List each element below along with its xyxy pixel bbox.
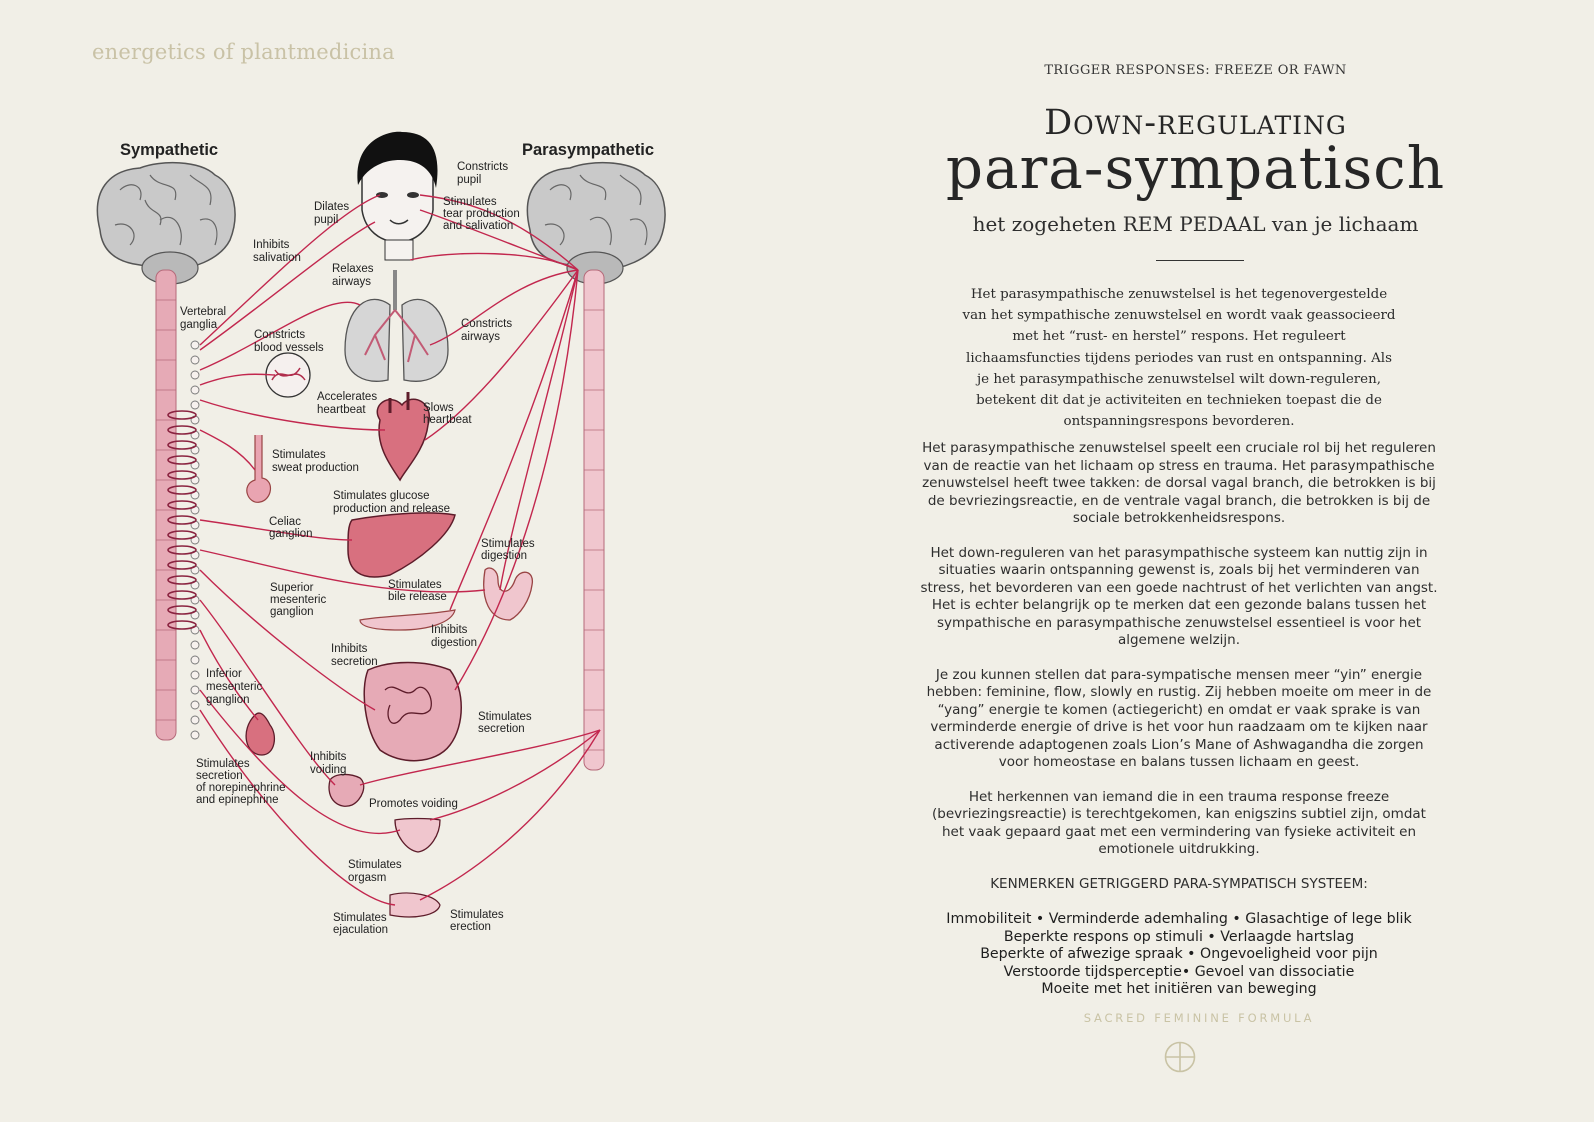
svg-text:salivation: salivation	[253, 252, 301, 264]
svg-text:Dilates: Dilates	[314, 201, 350, 213]
kenmerken-item: Moeite met het initiëren van beweging	[1041, 981, 1317, 998]
bladder-icon	[329, 774, 364, 806]
svg-text:and salivation: and salivation	[443, 220, 514, 232]
constricts-pupil-label	[457, 161, 508, 186]
svg-text:erection: erection	[450, 921, 491, 933]
stimulates-ejaculation-label	[333, 912, 388, 936]
intestines-icon	[364, 663, 461, 761]
circle-cross-logo-icon	[1163, 1040, 1197, 1074]
inhibits-secretion-label	[331, 643, 378, 668]
svg-text:Relaxes: Relaxes	[332, 263, 374, 275]
svg-text:ganglion: ganglion	[269, 528, 313, 540]
svg-text:digestion: digestion	[431, 637, 478, 649]
svg-text:Constricts: Constricts	[254, 329, 306, 341]
svg-text:secretion: secretion	[478, 723, 525, 735]
accelerates-heartbeat-label	[317, 391, 377, 416]
parasympathetic-heading: Parasympathetic	[522, 141, 655, 159]
svg-text:Constricts: Constricts	[457, 161, 509, 173]
svg-text:Stimulates: Stimulates	[388, 579, 442, 591]
running-head: energetics of plantmedicina	[92, 40, 395, 64]
liver-icon	[348, 513, 455, 577]
svg-text:airways: airways	[461, 331, 500, 343]
svg-text:sweat production: sweat production	[272, 462, 359, 474]
svg-text:blood vessels: blood vessels	[254, 342, 324, 354]
reproductive-icon	[390, 893, 440, 917]
svg-text:pupil: pupil	[457, 174, 482, 186]
svg-text:pupil: pupil	[314, 214, 339, 226]
svg-text:Inhibits: Inhibits	[331, 643, 368, 655]
inhibits-digestion-label	[431, 624, 477, 649]
left-brain-icon	[97, 163, 235, 284]
inhibits-voiding-label	[310, 751, 347, 776]
svg-text:Stimulates: Stimulates	[333, 912, 387, 924]
title-line-2: para-sympatisch	[945, 134, 1446, 202]
footer-brand: SACRED FEMININE FORMULA	[1083, 1011, 1315, 1025]
svg-text:Slows: Slows	[423, 402, 454, 414]
kenmerken-heading: KENMERKEN GETRIGGERD PARA-SYMPATISCH SYSTEEM:	[990, 875, 1368, 892]
svg-text:mesenteric: mesenteric	[206, 681, 263, 693]
svg-text:Inferior: Inferior	[206, 668, 242, 680]
svg-text:Constricts: Constricts	[461, 318, 513, 330]
kenmerken-list	[920, 911, 1438, 999]
svg-text:bile release: bile release	[388, 591, 447, 603]
constricts-blood-vessels-label	[254, 329, 324, 354]
stimulates-orgasm-label	[348, 859, 402, 884]
svg-text:Accelerates: Accelerates	[317, 391, 378, 403]
kenmerken-item: Verstoorde tijdsperceptie• Gevoel van dissociatie	[1003, 963, 1355, 980]
stimulates-erection-label	[450, 909, 504, 933]
sympathetic-heading: Sympathetic	[120, 141, 219, 159]
inferior-mesenteric-label	[206, 668, 262, 706]
uterus-icon	[395, 819, 440, 853]
inhibits-salivation-label	[253, 239, 301, 264]
svg-text:of norepinephrine: of norepinephrine	[196, 782, 286, 794]
stimulates-bile-label	[388, 579, 447, 603]
intro-paragraph: Het parasympathische zenuwstelsel is het tegenovergestelde van het sympathische zenuwstelsel en wordt vaak geassocieerd met het “rust- en herstel” respons. Het reguleert lichaamsfuncties tijdens periodes van rust en ontspanning. Als je het parasympathische zenuwstelsel wilt down-reguleren, betekent dit dat je activiteiten en technieken toepast die de ontspanningsrespons bevorderen.	[962, 287, 1396, 430]
paragraph-3: Je zou kunnen stellen dat para-sympatische mensen meer “yin” energie hebben: feminine, flow, slowly en rustig. Zij hebben moeite om meer in de “yang” energie te komen (actiegericht) en omdat er vaak sprake is van verminderde energie of drive is het voor hun raadzaam om te kijken naar activerende adaptogenen zoals Lion’s Mane of Ashwagandha die zorgen voor homeostase en balans tussen lichaam en geest.	[926, 666, 1432, 770]
section-eyebrow: TRIGGER RESPONSES: FREEZE OR FAWN	[1044, 63, 1347, 78]
promotes-voiding-label	[369, 798, 458, 810]
slows-heartbeat-label	[423, 402, 472, 426]
svg-text:Stimulates: Stimulates	[196, 758, 250, 770]
svg-text:ganglion: ganglion	[270, 606, 314, 618]
svg-text:Stimulates: Stimulates	[478, 711, 532, 723]
svg-text:production and release: production and release	[333, 503, 450, 515]
relaxes-airways-label	[332, 263, 374, 288]
title-divider	[1156, 260, 1244, 261]
paragraph-4: Het herkennen van iemand die in een trauma response freeze (bevriezingsreactie) is terechtgekomen, kan enigszins subtiel zijn, omdat het vaak gepaard gaat met een vermindering van fysieke activiteit en emotionele uitdrukking.	[932, 788, 1426, 857]
stimulates-glucose-label	[333, 490, 450, 515]
stimulates-norepinephrine-label	[196, 758, 286, 806]
svg-text:heartbeat: heartbeat	[423, 414, 472, 426]
svg-text:Promotes voiding: Promotes voiding	[369, 798, 458, 810]
sweat-gland-icon	[247, 435, 271, 502]
svg-text:Stimulates: Stimulates	[443, 196, 497, 208]
stimulates-sweat-label	[272, 449, 359, 474]
body-text	[920, 440, 1438, 999]
kenmerken-item: Beperkte of afwezige spraak • Ongevoeligheid voor pijn	[980, 946, 1378, 963]
svg-text:Stimulates: Stimulates	[272, 449, 326, 461]
svg-text:secretion: secretion	[331, 656, 378, 668]
celiac-ganglion-label	[269, 516, 312, 540]
svg-text:Stimulates glucose: Stimulates glucose	[333, 490, 430, 502]
heart-icon	[377, 392, 429, 480]
stimulates-secretion-label	[478, 711, 532, 735]
stimulates-tear-label	[443, 196, 520, 232]
svg-text:ganglia: ganglia	[180, 319, 218, 331]
svg-text:Stimulates: Stimulates	[450, 909, 504, 921]
svg-text:voiding: voiding	[310, 764, 347, 776]
svg-text:orgasm: orgasm	[348, 872, 387, 884]
svg-text:heartbeat: heartbeat	[317, 404, 366, 416]
svg-text:Stimulates: Stimulates	[481, 538, 535, 550]
svg-text:mesenteric: mesenteric	[270, 594, 327, 606]
svg-text:Superior: Superior	[270, 582, 314, 594]
svg-text:secretion: secretion	[196, 770, 243, 782]
superior-mesenteric-label	[270, 582, 326, 618]
title-line-1: Down-regulating	[1044, 103, 1347, 143]
svg-text:Inhibits: Inhibits	[310, 751, 347, 763]
kenmerken-item: Beperkte respons op stimuli • Verlaagde hartslag	[1003, 928, 1355, 945]
svg-text:ganglion: ganglion	[206, 694, 250, 706]
svg-text:Inhibits: Inhibits	[253, 239, 290, 251]
right-brain-icon	[527, 163, 665, 284]
svg-text:Stimulates: Stimulates	[348, 859, 402, 871]
constricts-airways-label	[461, 318, 512, 343]
svg-text:and epinephrine: and epinephrine	[196, 794, 279, 806]
svg-text:Vertebral: Vertebral	[180, 306, 227, 318]
dilates-pupil-label	[314, 201, 349, 226]
svg-text:tear production: tear production	[443, 208, 520, 220]
paragraph-2: Het down-reguleren van het parasympathische systeem kan nuttig zijn in situaties waarin ontspanning gewenst is, zoals bij het verminderen van stress, het bevorderen van een goede nachtrust of het verlichten van angst. Het is echter belangrijk op te merken dat een gezonde balans tussen het sympathische en parasympathische zenuwstelsel essentieel is voor het algemene welzijn.	[920, 544, 1438, 648]
kenmerken-item: Immobiliteit • Verminderde ademhaling • Glasachtige of lege blik	[946, 911, 1412, 927]
stomach-icon	[484, 568, 533, 620]
subtitle: het zogeheten REM PEDAAL van je lichaam	[972, 212, 1419, 236]
stimulates-digestion-label	[481, 538, 535, 562]
svg-text:Inhibits: Inhibits	[431, 624, 468, 636]
svg-text:digestion: digestion	[481, 550, 528, 562]
svg-text:ejaculation: ejaculation	[333, 924, 388, 936]
paragraph-1: Het parasympathische zenuwstelsel speelt een cruciale rol bij het reguleren van de reactie van het lichaam op stress en trauma. Het parasympathische zenuwstelsel heeft twee takken: de dorsal vagal branch, die betrokken is bij de bevriezingsreactie, en de ventrale vagal branch, die betrokken is bij de sociale betrokkenheidsrespons.	[922, 440, 1436, 526]
svg-text:Celiac: Celiac	[269, 516, 301, 528]
svg-text:airways: airways	[332, 276, 371, 288]
autonomic-nervous-system-diagram	[90, 130, 680, 960]
kidney-icon	[246, 713, 274, 755]
